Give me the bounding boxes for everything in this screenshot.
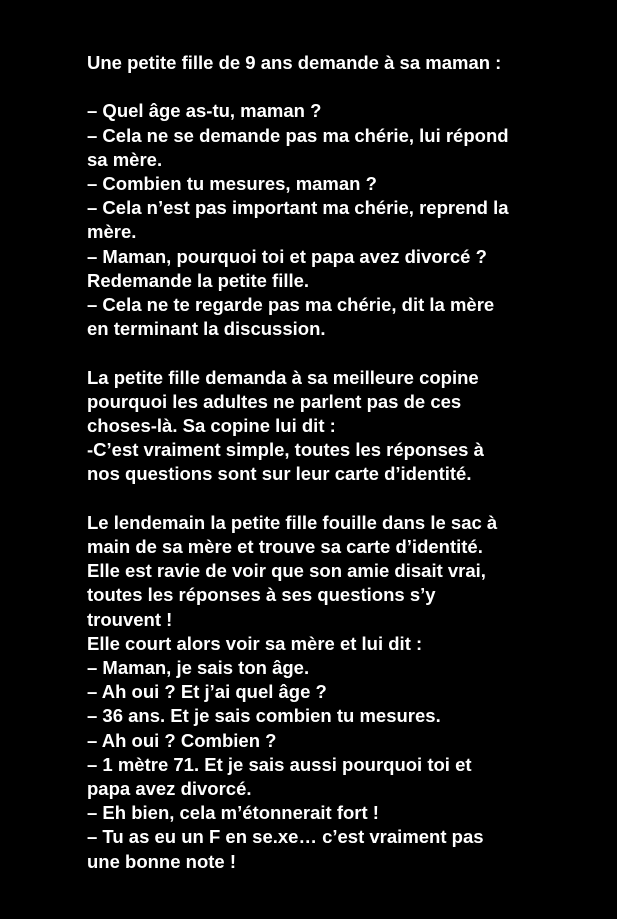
story-line: Une petite fille de 9 ans demande à sa maman : <box>87 52 502 73</box>
story-line: – Tu as eu un F en se.xe… c’est vraiment pas <box>87 826 484 848</box>
story-line: Elle court alors voir sa mère et lui dit : <box>87 632 423 654</box>
paragraph-gap <box>87 487 597 511</box>
story-line: – Ah oui ? Combien ? <box>87 729 277 751</box>
story-line: Le lendemain la petite fille fouille dans le sac à <box>87 511 498 533</box>
story-line: -C’est vraiment simple, toutes les réponses à <box>87 439 484 461</box>
story-line: choses-là. Sa copine lui dit : <box>87 415 336 437</box>
paragraph-gap <box>87 341 597 365</box>
story-line: main de sa mère et trouve sa carte d’identité. <box>87 536 483 558</box>
story-line: La petite fille demanda à sa meilleure copine <box>87 366 479 388</box>
story-line: sa mère. <box>87 148 163 170</box>
story-line: – 1 mètre 71. Et je sais aussi pourquoi toi et <box>87 753 472 775</box>
story-line: Redemande la petite fille. <box>87 269 310 291</box>
story-line: trouvent ! <box>87 608 173 630</box>
story-line: – Cela ne se demande pas ma chérie, lui répond <box>87 124 509 146</box>
story-line: Elle est ravie de voir que son amie disait vrai, <box>87 560 486 582</box>
story-line: – Quel âge as-tu, maman ? <box>87 100 322 122</box>
story-line: pourquoi les adultes ne parlent pas de ces <box>87 390 462 412</box>
story-line: – Maman, pourquoi toi et papa avez divorcé ? <box>87 245 487 267</box>
story-line: – Ah oui ? Et j’ai quel âge ? <box>87 681 327 703</box>
story-line: – Combien tu mesures, maman ? <box>87 173 377 194</box>
paragraph-gap <box>87 75 597 99</box>
story-line: – Maman, je sais ton âge. <box>87 657 310 679</box>
story-line: mère. <box>87 221 137 243</box>
story-line: – Eh bien, cela m’étonnerait fort ! <box>87 802 379 824</box>
story-line: nos questions sont sur leur carte d’identité. <box>87 463 472 485</box>
story-line: toutes les réponses à ses questions s’y <box>87 584 436 606</box>
story-line: en terminant la discussion. <box>87 318 326 340</box>
story-line: une bonne note ! <box>87 850 237 872</box>
story-line: – Cela ne te regarde pas ma chérie, dit la mère <box>87 294 495 316</box>
story-text-block <box>87 51 597 874</box>
story-line: – 36 ans. Et je sais combien tu mesures. <box>87 705 441 727</box>
story-line: papa avez divorcé. <box>87 778 252 800</box>
story-line: – Cela n’est pas important ma chérie, reprend la <box>87 197 509 219</box>
